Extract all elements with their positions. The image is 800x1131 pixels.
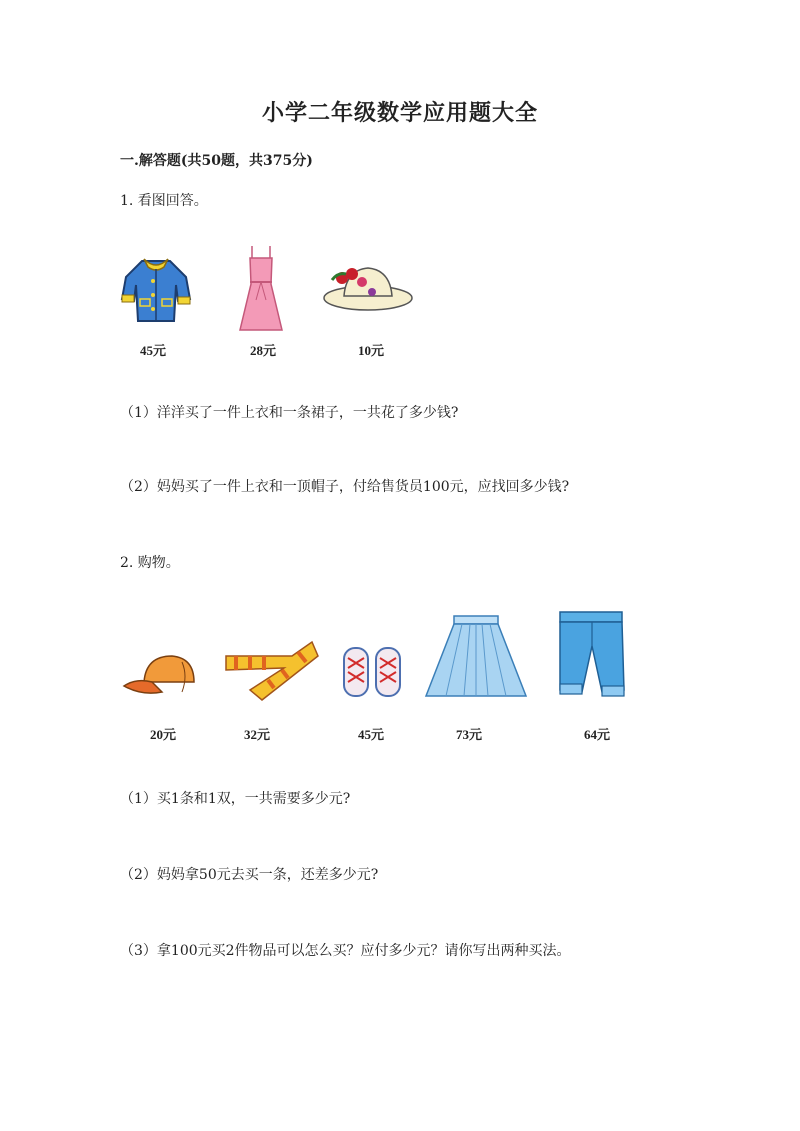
question-1-label: 1. 看图回答。 bbox=[120, 193, 208, 209]
scarf-icon bbox=[222, 634, 320, 706]
skirt-icon bbox=[424, 614, 528, 704]
coat-price: 45元 bbox=[140, 343, 167, 358]
question-2-label: 2. 购物。 bbox=[120, 555, 180, 571]
question-2-part-1: （1）买1条和1双，一共需要多少元? bbox=[120, 791, 351, 807]
question-1-part-1: （1）洋洋买了一件上衣和一条裙子，一共花了多少钱? bbox=[120, 405, 459, 421]
question-1-part-2: （2）妈妈买了一件上衣和一顶帽子，付给售货员100元，应找回多少钱? bbox=[120, 479, 570, 495]
scarf-price: 32元 bbox=[244, 727, 271, 742]
dress-price: 28元 bbox=[250, 343, 277, 358]
jeans-icon bbox=[556, 610, 628, 702]
sunhat-icon bbox=[322, 262, 414, 314]
dress-icon bbox=[238, 244, 284, 332]
skirt-price: 73元 bbox=[456, 727, 483, 742]
shoes-icon bbox=[340, 644, 406, 700]
question-2-part-3: （3）拿100元买2件物品可以怎么买？应付多少元？请你写出两种买法。 bbox=[120, 943, 571, 959]
cap-icon bbox=[122, 652, 198, 698]
section-heading: 一.解答题(共50题，共375分) bbox=[120, 153, 313, 169]
coat-icon bbox=[120, 255, 192, 325]
page-title: 小学二年级数学应用题大全 bbox=[261, 100, 538, 126]
sunhat-price: 10元 bbox=[358, 343, 385, 358]
jeans-price: 64元 bbox=[584, 727, 611, 742]
question-2-part-2: （2）妈妈拿50元去买一条，还差多少元? bbox=[120, 867, 379, 883]
shoes-price: 45元 bbox=[358, 727, 385, 742]
cap-price: 20元 bbox=[150, 727, 177, 742]
